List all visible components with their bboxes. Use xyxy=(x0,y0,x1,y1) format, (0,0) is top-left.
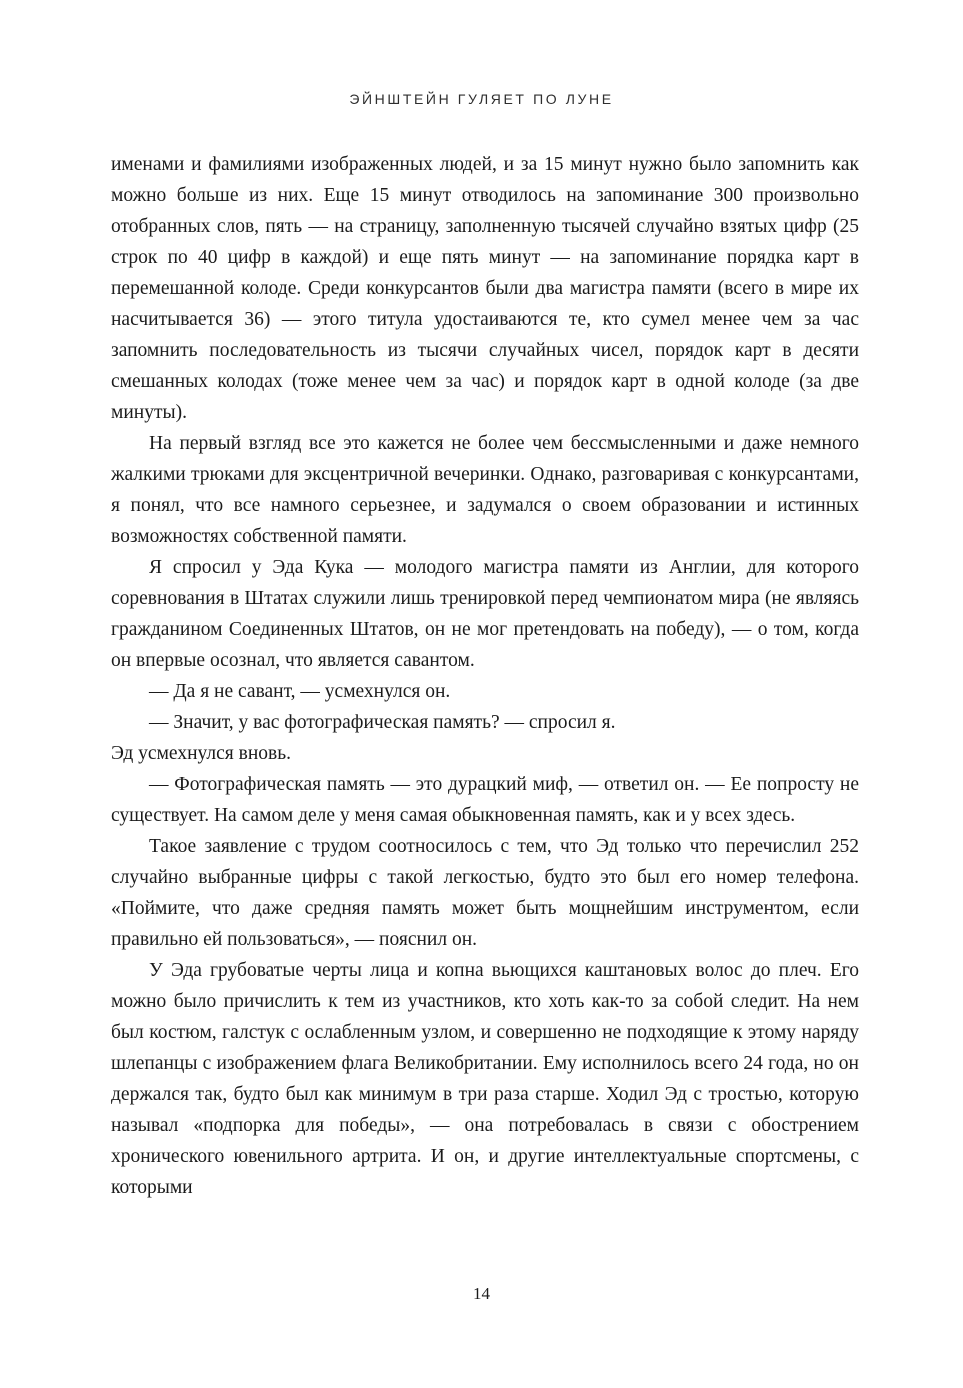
paragraph: У Эда грубоватые черты лица и копна вьющихся каштановых волос до плеч. Его можно было причислить к тем из участников, кто хоть как-то за собой следит. На нем был костюм, галстук с ослабленным узлом, и совершенно не подходящие к этому наряду шлепанцы с изображением флага Великобритании. Ему исполнилось всего 24 года, но он держался так, будто был как минимум в три раза старше. Ходил Эд с тростью, которую называл «подпорка для победы», — она потребовалась в связи с обострением хронического ювенильного артрита. И он, и другие интеллектуальные спортсмены, с которыми xyxy=(111,960,859,1198)
paragraph: Я спросил у Эда Кука — молодого магистра памяти из Англии, для которого соревнования в Штатах служили лишь тренировкой перед чемпионатом мира (не являясь гражданином Соединенных Штатов, он не мог претендовать на победу), — о том, когда он впервые осознал, что является савантом. xyxy=(111,557,859,671)
paragraph-dialogue: — Да я не савант, — усмехнулся он. xyxy=(149,681,451,702)
paragraph: На первый взгляд все это кажется не более чем бессмысленными и даже немного жалкими трюками для эксцентричной вечеринки. Однако, разговаривая с конкурсантами, я понял, что все намного серьезнее, и задумался о своем образовании и истинных возможностях собственной памяти. xyxy=(111,433,859,547)
page-text xyxy=(111,149,859,1203)
paragraph: Эд усмехнулся вновь. xyxy=(111,743,292,764)
paragraph-dialogue: — Фотографическая память — это дурацкий миф, — ответил он. — Ее попросту не существует. На самом деле у меня самая обыкновенная память, как и у всех здесь. xyxy=(111,774,859,826)
paragraph: именами и фамилиями изображенных людей, и за 15 минут нужно было запомнить как можно больше из них. Еще 15 минут отводилось на запоминание 300 произвольно отобранных слов, пять — на страницу, заполненную тысячей случайно взятых цифр (25 строк по 40 цифр в каждой) и еще пять минут — на запоминание порядка карт в перемешанной колоде. Среди конкурсантов были два магистра памяти (всего в мире их насчитывается 36) — этого титула удостаиваются те, кто сумел менее чем за час запомнить последовательность из тысячи случайных чисел, порядок карт в десяти смешанных колодах (тоже менее чем за час) и порядок карт в одной колоде (за две минуты). xyxy=(111,154,859,423)
running-header: ЭЙНШТЕЙН ГУЛЯЕТ ПО ЛУНЕ xyxy=(349,91,614,107)
paragraph-dialogue: — Значит, у вас фотографическая память? — спросил я. xyxy=(149,712,616,733)
paragraph: Такое заявление с трудом соотносилось с тем, что Эд только что перечислил 252 случайно выбранные цифры с такой легкостью, будто это был его номер телефона. «Поймите, что даже средняя память может быть мощнейшим инструментом, если правильно ей пользоваться», — пояснил он. xyxy=(111,836,859,950)
page-number: 14 xyxy=(473,1284,490,1303)
